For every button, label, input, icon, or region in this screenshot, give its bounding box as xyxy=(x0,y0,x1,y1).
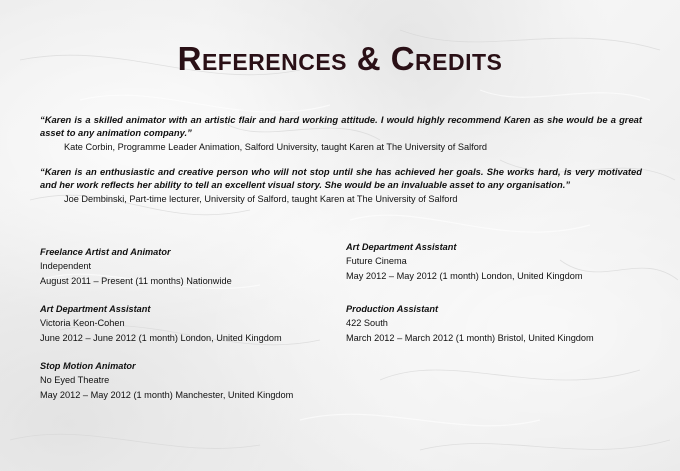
credit-company: Victoria Keon-Cohen xyxy=(40,318,125,328)
credit-company: Future Cinema xyxy=(346,256,407,266)
credit-company: No Eyed Theatre xyxy=(40,375,110,385)
reference-author: Kate Corbin, Programme Leader Animation, Salford University, taught Karen at The University of Salford xyxy=(64,142,487,152)
credit-details: June 2012 – June 2012 (1 month) London, United Kingdom xyxy=(40,333,282,343)
references-section xyxy=(40,113,642,217)
credit-item xyxy=(40,245,340,289)
credits-left-column xyxy=(40,245,340,416)
credit-item xyxy=(346,240,646,284)
credit-role: Art Department Assistant xyxy=(346,242,457,252)
credit-company: 422 South xyxy=(346,318,388,328)
credit-item xyxy=(40,359,340,403)
credits-right-column xyxy=(346,240,646,359)
credit-details: August 2011 – Present (11 months) Nationwide xyxy=(40,276,232,286)
reference-quote: “Karen is an enthusiastic and creative person who will not stop until she has achieved her goals. She works hard, is very motivated and her work reflects her ability to tell an excellent visual story. She would be an invaluable asset to any organisation.” xyxy=(40,166,642,190)
credit-item xyxy=(40,302,340,346)
reference-1 xyxy=(40,113,642,154)
credit-details: May 2012 – May 2012 (1 month) London, United Kingdom xyxy=(346,271,583,281)
credit-details: March 2012 – March 2012 (1 month) Bristol, United Kingdom xyxy=(346,333,594,343)
page-title: References & Credits xyxy=(177,40,503,77)
credit-role: Stop Motion Animator xyxy=(40,361,136,371)
reference-author: Joe Dembinski, Part-time lecturer, University of Salford, taught Karen at The University of Salford xyxy=(64,194,458,204)
reference-quote: “Karen is a skilled animator with an artistic flair and hard working attitude. I would highly recommend Karen as she would be a great asset to any animation company.” xyxy=(40,114,642,138)
credit-role: Freelance Artist and Animator xyxy=(40,247,171,257)
credit-role: Art Department Assistant xyxy=(40,304,151,314)
credit-item xyxy=(346,302,646,346)
credit-role: Production Assistant xyxy=(346,304,439,314)
credit-company: Independent xyxy=(40,261,92,271)
reference-2 xyxy=(40,165,642,206)
credit-details: May 2012 – May 2012 (1 month) Manchester, United Kingdom xyxy=(40,390,294,400)
